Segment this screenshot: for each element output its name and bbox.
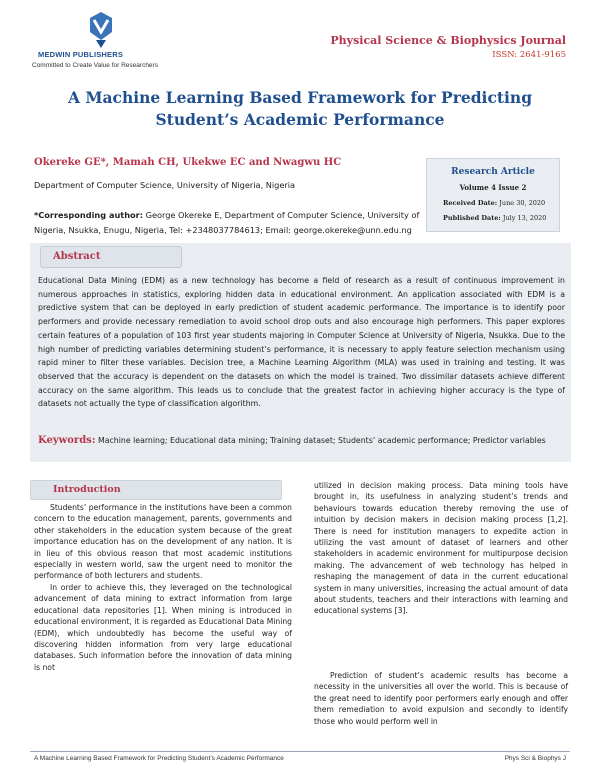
journal-name: Physical Science & Biophysics Journal <box>330 34 566 47</box>
keywords <box>38 434 565 448</box>
abstract-heading: Abstract <box>53 251 101 262</box>
author-list: Okereke GE*, Mamah CH, Ukekwe EC and Nwagwu HC <box>34 157 342 168</box>
published-label: Published Date: <box>443 214 501 222</box>
article-info-box <box>426 158 560 232</box>
publisher-name: MEDWIN PUBLISHERS <box>38 50 124 59</box>
publisher-logo <box>32 10 158 69</box>
article-title: A Machine Learning Based Framework for Predicting Student’s Academic Performance <box>67 88 533 129</box>
received-value: June 30, 2020 <box>499 199 546 207</box>
introduction-heading-tab <box>30 480 282 500</box>
introduction-heading: Introduction <box>53 484 121 495</box>
intro-paragraph: In order to achieve this, they leveraged on the technological advancement of data mining to extract information from large educational data repositories [1]. When mining is introduced in educational environment, it is regarded as Educational Data Mining (EDM), which undoubtedly has become the useful way of discovering hidden information from very large educational databases. Such information before the innovation of data mining is not <box>34 583 292 672</box>
corresponding-label: *Corresponding author: <box>34 210 143 220</box>
corresponding-author <box>34 208 422 238</box>
journal-issn: ISSN: 2641-9165 <box>492 50 566 60</box>
volume-issue: Volume 4 Issue 2 <box>459 183 527 192</box>
keywords-label: Keywords: <box>38 435 96 446</box>
keywords-text: Machine learning; Educational data mining; Training dataset; Students’ academic performance; Predictor variables <box>98 436 546 445</box>
footer-running-title: A Machine Learning Based Framework for Predicting Student’s Academic Performance <box>34 755 284 762</box>
affiliation: Department of Computer Science, University of Nigeria, Nigeria <box>34 180 296 190</box>
footer-journal-abbrev: Phys Sci & Biophys J <box>504 755 566 762</box>
abstract-text: Educational Data Mining (EDM) as a new technology has become a field of research as a result of continuous improvement in numerous approaches in statistics, exploring hidden data in educational environment. An application associated with EDM is a predictive system that can be deployed in early prediction of student academic performance. The importance is to identify poor performers and provide necessary remediation to avoid school drop outs and also encourage high performers. This paper explores certain features of a population of 103 first year students majoring in Computer Science at University of Nigeria, Nsukka. Due to the high number of predicting variables determining student’s performance, it is necessary to apply feature selection mechanism using rapid miner to filter these variables. Decision tree, a Machine Learning Algorithm (MLA) was used in training and testing. It was observed that the accuracy is dependent on the datasets on which the model is trained. Two dissimilar datasets achieve different accuracy on the same algorithm. This leads us to conclude that the greatest factor in achieving higher accuracy is the type of datasets not actually the type of classification algorithm. <box>38 276 565 409</box>
footer-divider <box>30 751 570 752</box>
published-date <box>443 214 546 222</box>
intro-paragraph: Prediction of student’s academic results has become a necessity in the universities all over the world. This is because of the great need to identify poor performers early enough and offer them remediation to avoid expulsion and secondly to identify those who would perform well in <box>314 671 568 726</box>
intro-paragraph: Students’ performance in the institutions have been a common concern to the education management, parents, governments and other stakeholders in the education system because of the great importance education has on the development of any nation. It is in lieu of this obvious reason that most academic institutions especially in western world, saw the urgent need to monitor the performance of both lecturers and students. <box>34 503 292 581</box>
article-type: Research Article <box>451 167 535 177</box>
abstract-heading-tab <box>40 246 182 268</box>
received-label: Received Date: <box>443 199 498 207</box>
publisher-tagline: Committed to Create Value for Researchers <box>32 62 158 69</box>
corresponding-text: George Okereke E, Department of Computer Science, University of Nigeria, Nsukka, Enugu, Nigeria, Tel: +2348037784613; Email: george.okereke@unn.edu.ng <box>34 210 420 235</box>
medwin-logo-icon <box>86 10 116 50</box>
intro-paragraph: utilized in decision making process. Data mining tools have brought in, its usefulness in analyzing student’s trends and behaviours towards education thereby removing the use of intuition by decision makers in decision making process [1,2]. There is need for institution managers to expedite action in utilizing the vast amount of dataset of learners and other stakeholders in academic environment for multipurpose decision making. The advancement of web technology has helped in reshaping the management of data in the current educational system in many universities, increasing the actual amount of data about students, teachers and their interactions with learning and educational systems [3]. <box>314 481 568 616</box>
published-value: July 13, 2020 <box>502 214 547 222</box>
received-date <box>443 199 545 207</box>
